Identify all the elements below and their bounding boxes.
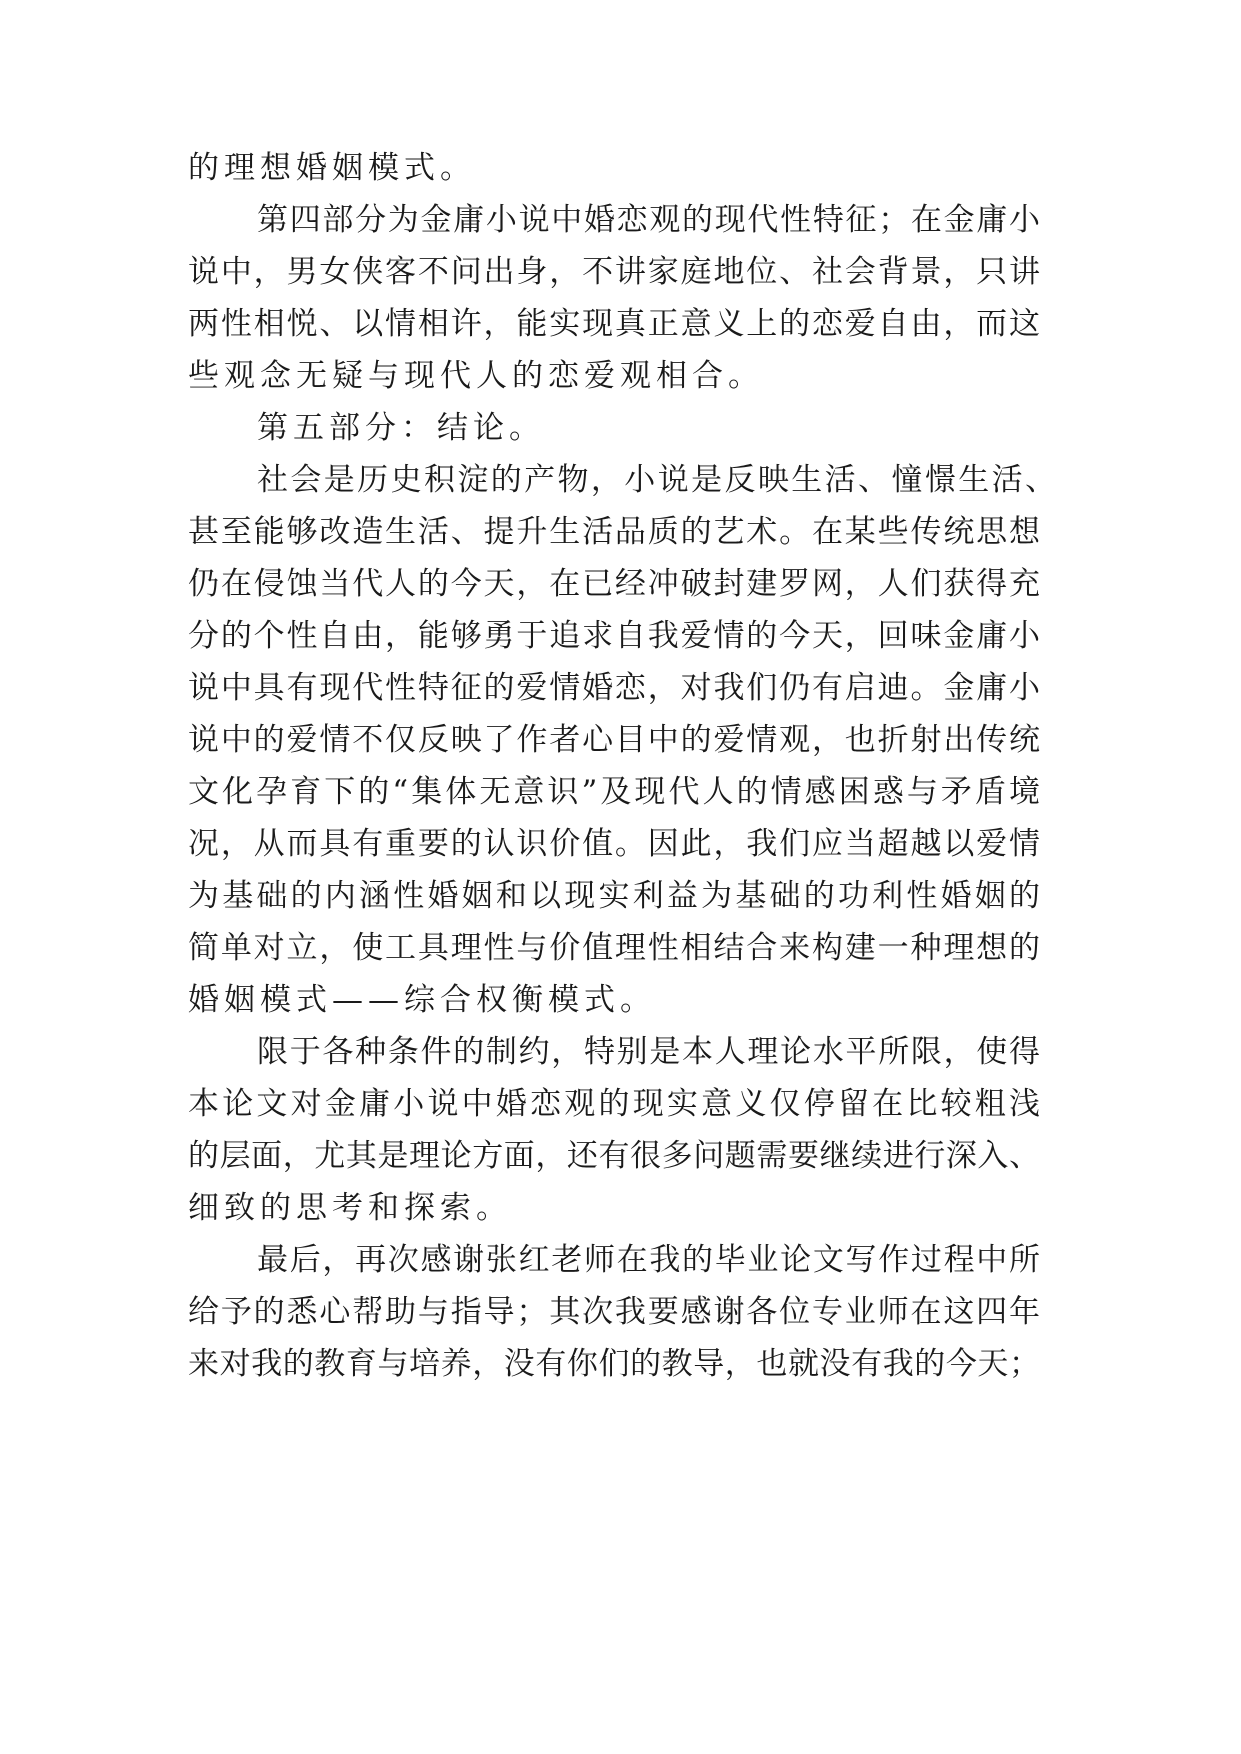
text-line (188, 658, 1040, 718)
text-line-content: 简单对立，使工具理性与价值理性相结合来构建一种理想的 (188, 930, 1040, 966)
text-line (257, 398, 1241, 458)
text-line-content: 些观念无疑与现代人的恋爱观相合。 (188, 358, 764, 394)
text-line (188, 1282, 1040, 1342)
text-line (188, 866, 1040, 926)
text-line-content: 说中的爱情不仅反映了作者心目中的爱情观，也折射出传统 (188, 722, 1040, 758)
text-line-content: 况，从而具有重要的认识价值。因此，我们应当超越以爱情 (188, 826, 1040, 862)
text-line (188, 294, 1040, 354)
text-line-content: 本论文对金庸小说中婚恋观的现实意义仅停留在比较粗浅 (188, 1086, 1040, 1122)
text-line (188, 1334, 1040, 1394)
text-line (188, 1126, 1040, 1186)
text-line-content: 社会是历史积淀的产物，小说是反映生活、憧憬生活、 (257, 462, 1056, 498)
text-line-content: 说中具有现代性特征的爱情婚恋，对我们仍有启迪。金庸小 (188, 670, 1040, 706)
text-line (188, 814, 1040, 874)
text-line (188, 346, 1241, 406)
text-line (257, 450, 1056, 510)
text-line (188, 502, 1040, 562)
text-line-content: 为基础的内涵性婚姻和以现实利益为基础的功利性婚姻的 (188, 878, 1040, 914)
text-line (188, 710, 1040, 770)
text-line-content: 的层面，尤其是理论方面，还有很多问题需要继续进行深入、 (188, 1138, 1040, 1174)
text-line (188, 1178, 1241, 1238)
text-line (257, 1230, 1040, 1290)
text-line-content: 甚至能够改造生活、提升生活品质的艺术。在某些传统思想 (188, 514, 1040, 550)
text-line (188, 970, 1241, 1030)
text-line-content: 来对我的教育与培养，没有你们的教导，也就没有我的今天； (188, 1346, 1040, 1382)
text-line (257, 190, 1040, 250)
text-line (188, 606, 1040, 666)
text-line-content: 婚姻模式——综合权衡模式。 (188, 982, 656, 1018)
text-line-content: 文化孕育下的“集体无意识”及现代人的情感困惑与矛盾境 (188, 774, 1040, 810)
text-line (257, 1022, 1040, 1082)
text-line (188, 554, 1040, 614)
text-line-content: 分的个性自由，能够勇于追求自我爱情的今天，回味金庸小 (188, 618, 1040, 654)
text-line-content: 两性相悦、以情相许，能实现真正意义上的恋爱自由，而这 (188, 306, 1040, 342)
text-line-content: 限于各种条件的制约，特别是本人理论水平所限，使得 (257, 1034, 1040, 1070)
text-line (188, 762, 1040, 822)
text-line-content: 仍在侵蚀当代人的今天，在已经冲破封建罗网，人们获得充 (188, 566, 1040, 602)
text-line-content: 最后，再次感谢张红老师在我的毕业论文写作过程中所 (257, 1242, 1040, 1278)
text-line (188, 1074, 1040, 1134)
text-line (188, 138, 1241, 198)
text-line-content: 第五部分：结论。 (257, 410, 545, 446)
text-line (188, 242, 1040, 302)
text-line-content: 的理想婚姻模式。 (188, 150, 476, 186)
text-line-content: 给予的悉心帮助与指导；其次我要感谢各位专业师在这四年 (188, 1294, 1040, 1330)
text-line (188, 918, 1040, 978)
text-line-content: 细致的思考和探索。 (188, 1190, 512, 1226)
text-line-content: 第四部分为金庸小说中婚恋观的现代性特征；在金庸小 (257, 202, 1040, 238)
text-line-content: 说中，男女侠客不问出身，不讲家庭地位、社会背景，只讲 (188, 254, 1040, 290)
